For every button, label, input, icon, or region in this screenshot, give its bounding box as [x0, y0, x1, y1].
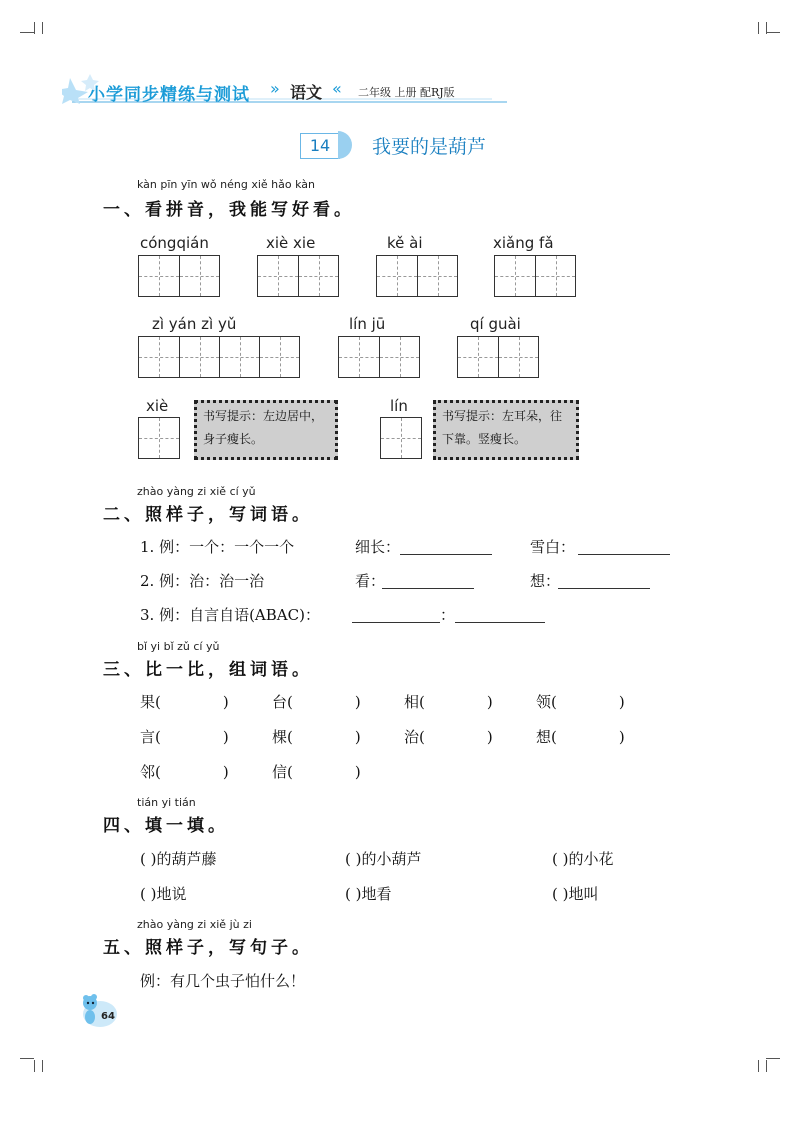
fill-item[interactable]: ( )的小葫芦	[345, 850, 422, 868]
section5-title: 五、照样子，写句子。	[103, 938, 313, 958]
section5-pinyin: zhào yàng zi xiě jù zi	[137, 918, 252, 931]
example-item: 2. 例：治：治一治	[140, 572, 265, 590]
pinyin-word: xiǎng fǎ	[493, 234, 554, 252]
fill-item[interactable]: ( )的小花	[552, 850, 614, 868]
section1-title: 一、看拼音，我能写好看。	[103, 200, 355, 220]
writing-hint: 书写提示：左边居中，身子瘦长。	[194, 400, 338, 460]
compare-char: 台( )	[272, 693, 361, 711]
answer-blank[interactable]	[382, 572, 474, 589]
separator: ：	[440, 606, 456, 624]
compare-char: 领( )	[536, 693, 625, 711]
question-label: 看：	[355, 572, 386, 590]
writing-grid[interactable]	[138, 336, 300, 378]
example-item: 3. 例：自言自语(ABAC)：	[140, 606, 320, 624]
writing-hint: 书写提示：左耳朵，往下靠。竖瘦长。	[433, 400, 579, 460]
compare-char: 想( )	[536, 728, 625, 746]
pinyin-word: zì yán zì yǔ	[152, 315, 237, 333]
compare-char: 邻( )	[140, 763, 229, 781]
compare-char: 治( )	[404, 728, 493, 746]
answer-blank[interactable]	[400, 538, 492, 555]
pinyin-word: kě ài	[387, 234, 423, 252]
writing-grid[interactable]	[380, 417, 422, 459]
crop-mark	[20, 32, 34, 33]
pinyin-word: cóngqián	[140, 234, 209, 252]
crop-mark	[766, 1060, 767, 1072]
writing-grid[interactable]	[376, 255, 458, 297]
compare-char: 棵( )	[272, 728, 361, 746]
fill-item[interactable]: ( )地看	[345, 885, 392, 903]
pinyin-word: lín	[390, 397, 408, 415]
crop-mark	[766, 32, 780, 33]
compare-char: 信( )	[272, 763, 361, 781]
question-label: 想：	[530, 572, 561, 590]
lesson-tab	[338, 131, 352, 159]
question-label: 雪白：	[530, 538, 576, 556]
section2-title: 二、照样子，写词语。	[103, 505, 313, 525]
compare-char: 言( )	[140, 728, 229, 746]
section1-pinyin: kàn pīn yīn wǒ néng xiě hǎo kàn	[137, 178, 315, 191]
writing-grid[interactable]	[494, 255, 576, 297]
crop-mark	[758, 22, 759, 34]
section2-pinyin: zhào yàng zi xiě cí yǔ	[137, 485, 256, 498]
section4-pinyin: tián yi tián	[137, 796, 196, 809]
writing-grid[interactable]	[138, 417, 180, 459]
pinyin-word: qí guài	[470, 315, 521, 333]
pinyin-word: xiè	[146, 397, 169, 415]
crop-mark	[34, 22, 35, 34]
fill-item[interactable]: ( )地说	[140, 885, 187, 903]
pinyin-word: lín jū	[349, 315, 386, 333]
compare-char: 相( )	[404, 693, 493, 711]
crop-mark	[758, 1060, 759, 1072]
double-chevron-left-icon: «	[332, 79, 342, 98]
question-label: 细长：	[355, 538, 401, 556]
pinyin-word: xiè xie	[266, 234, 316, 252]
answer-blank[interactable]	[352, 606, 440, 623]
example-item: 1. 例：一个：一个一个	[140, 538, 295, 556]
writing-grid[interactable]	[138, 255, 220, 297]
lesson-number: 14	[300, 133, 340, 159]
writing-grid[interactable]	[338, 336, 420, 378]
crop-mark	[766, 1058, 780, 1059]
page-number: 64	[101, 1011, 115, 1022]
lesson-title: 我要的是葫芦	[372, 136, 487, 158]
crop-mark	[42, 22, 43, 34]
answer-blank[interactable]	[578, 538, 670, 555]
sentence-example: 例：有几个虫子怕什么！	[140, 972, 306, 990]
crop-mark	[42, 1060, 43, 1072]
compare-char: 果( )	[140, 693, 229, 711]
section4-title: 四、填一填。	[103, 816, 229, 836]
double-chevron-right-icon: »	[270, 79, 280, 98]
crop-mark	[20, 1058, 34, 1059]
writing-grid[interactable]	[257, 255, 339, 297]
crop-mark	[34, 1060, 35, 1072]
section3-pinyin: bǐ yi bǐ zǔ cí yǔ	[137, 640, 220, 653]
answer-blank[interactable]	[558, 572, 650, 589]
section3-title: 三、比一比，组词语。	[103, 660, 313, 680]
edition-info: 二年级 上册 配RJ版	[358, 86, 455, 99]
answer-blank[interactable]	[455, 606, 545, 623]
fill-item[interactable]: ( )地叫	[552, 885, 599, 903]
fill-item[interactable]: ( )的葫芦藤	[140, 850, 217, 868]
book-title: 小学同步精练与测试	[88, 85, 250, 105]
subject-label: 语文	[290, 83, 323, 102]
writing-grid[interactable]	[457, 336, 539, 378]
